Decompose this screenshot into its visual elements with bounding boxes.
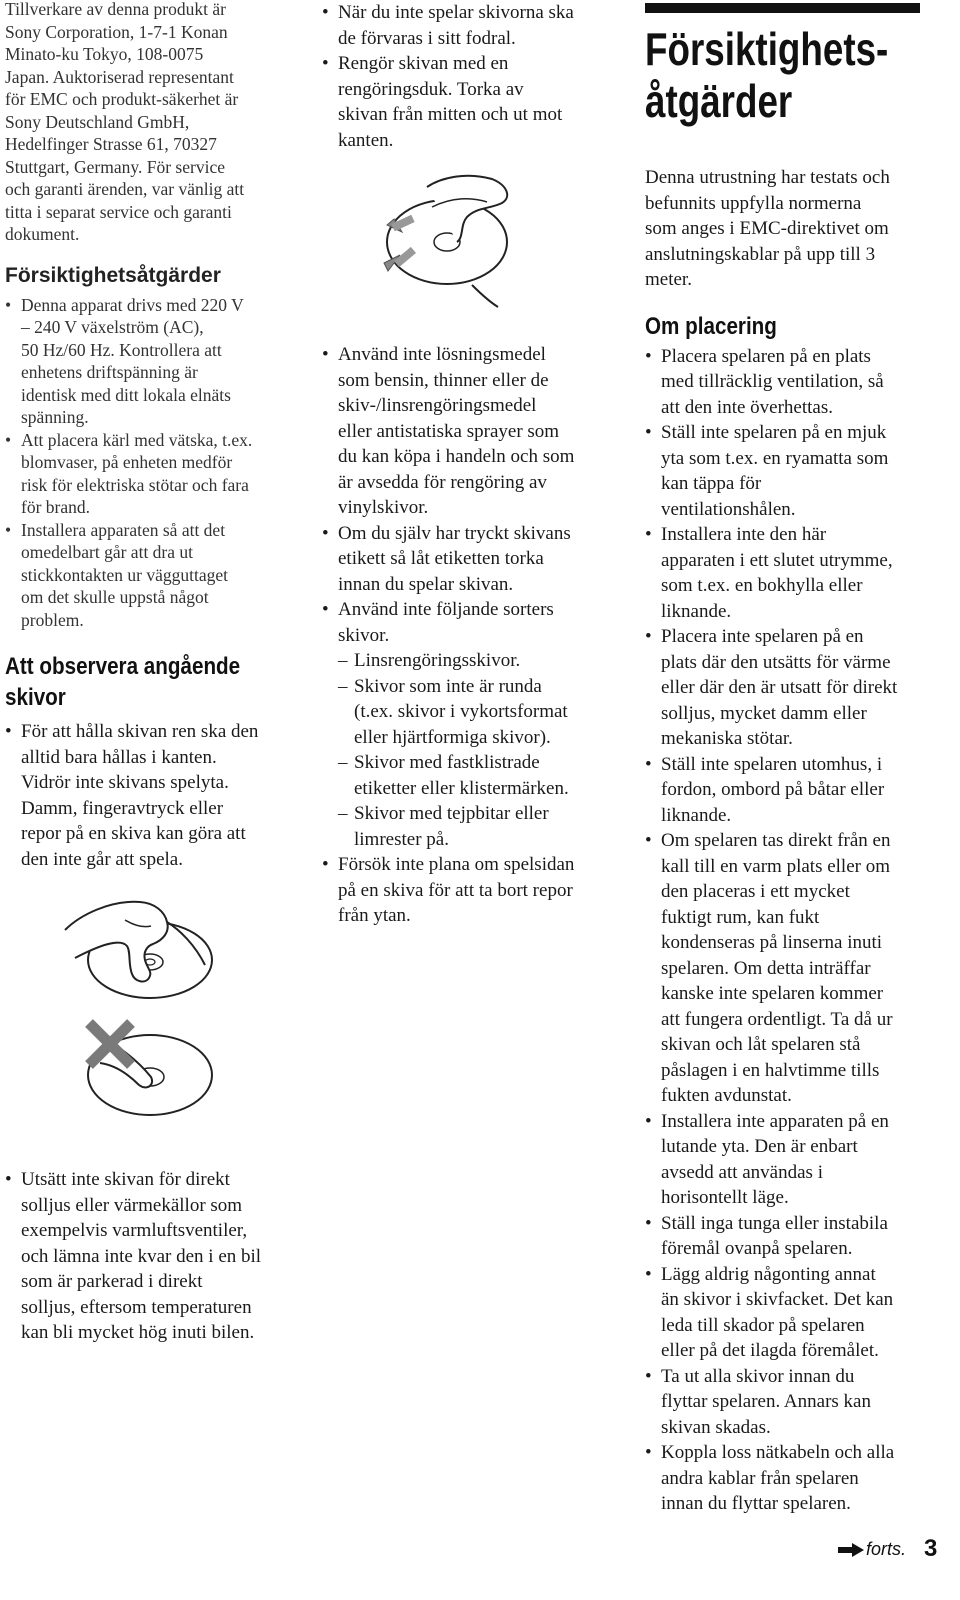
line: för brand. xyxy=(21,497,91,517)
emc-notice xyxy=(645,165,930,293)
line: identisk med ditt lokala elnäts xyxy=(21,384,231,405)
column-right xyxy=(645,0,930,1517)
line: skivan skadas. xyxy=(661,1416,771,1438)
safety-heading: Försiktighetsåtgärder xyxy=(5,263,221,287)
arrow-right-icon xyxy=(838,1543,864,1557)
line: • När du inte spelar skivorna ska xyxy=(338,2,574,23)
line: alltid bara hållas i kanten. xyxy=(21,746,217,768)
list-item xyxy=(338,674,607,751)
line: med tillräcklig ventilation, så xyxy=(661,371,884,392)
column-left xyxy=(5,0,295,1346)
line: • Använd inte lösningsmedel xyxy=(338,344,546,365)
line: som är parkerad i direkt xyxy=(21,1271,203,1292)
line: • Placera inte spelaren på en xyxy=(661,626,864,647)
page-footer xyxy=(800,1535,960,1565)
line: • Installera apparaten så att det xyxy=(21,519,226,540)
line: de förvaras i sitt fodral. xyxy=(338,27,516,49)
list-item xyxy=(338,648,607,674)
heat-warning-list xyxy=(5,1167,295,1346)
list-item xyxy=(645,420,930,522)
line: exempelvis varmluftsventiler, xyxy=(21,1220,248,1241)
section-divider xyxy=(645,3,920,13)
line: liknande. xyxy=(661,600,732,622)
list-item xyxy=(5,519,295,632)
line: anslutningskablar på upp till 3 xyxy=(645,243,876,265)
line: flyttar spelaren. Annars kan xyxy=(661,1391,871,1412)
line: solljus, eftersom temperaturen xyxy=(21,1296,252,1318)
line: leda till skador på spelaren xyxy=(661,1314,865,1336)
line: att den inte överhettas. xyxy=(661,396,833,418)
continued-label: forts. xyxy=(866,1539,907,1559)
hand-holding-disc-edge-icon xyxy=(55,890,225,1015)
line: • Installera inte apparaten på en xyxy=(661,1110,889,1132)
line: blomvaser, på enheten medför xyxy=(21,452,233,472)
line: plats där den utsätts för värme xyxy=(661,651,891,673)
list-item xyxy=(645,1440,930,1517)
list-item xyxy=(645,828,930,1109)
line: – 240 V växelström (AC), xyxy=(21,317,204,337)
line: som bensin, thinner eller de xyxy=(338,369,549,391)
list-item xyxy=(322,521,607,598)
line: Damm, fingeravtryck eller xyxy=(21,797,224,819)
line: kan bli mycket hög inuti bilen. xyxy=(21,1322,255,1343)
disc-touch-forbidden-icon xyxy=(55,1015,225,1125)
line: Denna utrustning har testats och xyxy=(645,167,890,188)
line: 50 Hz/60 Hz. Kontrollera att xyxy=(21,339,222,360)
line: enhetens driftspänning är xyxy=(21,362,198,382)
notice-line: för EMC och produkt-säkerhet är xyxy=(5,89,239,109)
line: – Skivor som inte är runda xyxy=(354,675,542,697)
line: än skivor i skivfacket. Det kan xyxy=(661,1289,894,1310)
list-item xyxy=(5,1167,295,1346)
line: om det skulle uppstå något xyxy=(21,587,209,607)
line: andra kablar från spelaren xyxy=(661,1467,859,1489)
notice-line: Sony Corporation, 1-7-1 Konan xyxy=(5,21,228,42)
line: eller hjärtformiga skivor). xyxy=(354,726,551,748)
line: ventilationshålen. xyxy=(661,498,796,520)
line: lutande yta. Den är enbart xyxy=(661,1136,858,1157)
line: föremål ovanpå spelaren. xyxy=(661,1238,853,1259)
list-item xyxy=(645,752,930,829)
line: eller på det ilagda föremålet. xyxy=(661,1340,879,1361)
line: yta som t.ex. en ryamatta som xyxy=(661,447,889,469)
list-item xyxy=(645,522,930,624)
line: liknande. xyxy=(661,804,732,826)
line: att fungera ordentligt. Ta då ur xyxy=(661,1008,893,1030)
line: • Använd inte följande sorters xyxy=(338,599,554,620)
line: • Om spelaren tas direkt från en xyxy=(661,830,891,851)
line: risk för elektriska stötar och fara xyxy=(21,474,249,495)
list-item xyxy=(5,719,295,872)
line: • Ställ inte spelaren på en mjuk xyxy=(661,422,887,443)
page-title xyxy=(645,23,930,127)
line: • Ställ inga tunga eller instabila xyxy=(661,1212,888,1234)
title-line: åtgärder xyxy=(645,75,793,127)
line: apparaten i ett slutet utrymme, xyxy=(661,549,893,571)
safety-list xyxy=(5,294,295,632)
line: och lämna inte kvar den i en bil xyxy=(21,1245,262,1267)
list-item xyxy=(322,597,607,852)
notice-line: Tillverkare av denna produkt är xyxy=(5,0,226,19)
line: rengöringsduk. Torka av xyxy=(338,78,524,100)
line: den placeras i ett mycket xyxy=(661,881,850,902)
list-item xyxy=(322,852,607,929)
line: – Skivor med tejpbitar eller xyxy=(354,803,549,824)
list-item xyxy=(322,51,607,153)
line: innan du spelar skivan. xyxy=(338,573,514,595)
line: från ytan. xyxy=(338,905,411,926)
line: solljus, mycket damm eller xyxy=(661,702,867,724)
heading-line: Att observera angående xyxy=(5,653,241,680)
line: problem. xyxy=(21,609,84,630)
list-item xyxy=(5,294,295,429)
notice-line: Stuttgart, Germany. För service xyxy=(5,156,225,177)
list-item xyxy=(645,344,930,421)
line: repor på en skiva kan göra att xyxy=(21,823,246,844)
line: skivan från mitten och ut mot xyxy=(338,104,563,125)
notice-line: och garanti ärenden, var vänlig att xyxy=(5,179,245,199)
line: som t.ex. en bokhylla eller xyxy=(661,575,863,596)
line: etiketter eller klistermärken. xyxy=(354,777,569,799)
line: • Denna apparat drivs med 220 V xyxy=(21,294,244,315)
list-item xyxy=(5,429,295,519)
line: på en skiva för att ta bort repor xyxy=(338,879,573,901)
line: • Rengör skivan med en xyxy=(338,53,509,74)
line: solljus eller värmekällor som xyxy=(21,1194,243,1216)
notice-line: Japan. Auktoriserad representant xyxy=(5,66,234,87)
notice-line: titta i separat service och garanti xyxy=(5,201,232,222)
discs-heading xyxy=(5,651,295,713)
line: spelaren. Om detta inträffar xyxy=(661,957,871,979)
notice-line: Hedelfinger Strasse 61, 70327 xyxy=(5,134,217,154)
line: vinylskivor. xyxy=(338,497,429,518)
list-item xyxy=(645,1262,930,1364)
line: spänning. xyxy=(21,407,89,427)
notice-line: Sony Deutschland GmbH, xyxy=(5,111,190,132)
disc-care-list xyxy=(322,342,607,929)
line: stickkontakten ur vägguttaget xyxy=(21,564,229,585)
line: som anges i EMC-direktivet om xyxy=(645,218,889,239)
list-item xyxy=(645,1364,930,1441)
line: kan täppa för xyxy=(661,473,762,494)
column-middle xyxy=(322,0,607,929)
notice-line: dokument. xyxy=(5,224,80,244)
line: – Skivor med fastklistrade xyxy=(354,752,540,773)
line: skiv-/linsrengöringsmedel xyxy=(338,395,537,416)
line: kanten. xyxy=(338,129,394,151)
line: fukten avdunstat. xyxy=(661,1085,792,1106)
placement-list xyxy=(645,344,930,1517)
line: etikett så låt etiketten torka xyxy=(338,548,544,569)
line: • Om du själv har tryckt skivans xyxy=(338,522,571,544)
disc-cleaning-icon xyxy=(372,167,542,312)
line: – Linsrengöringsskivor. xyxy=(354,650,521,671)
unsupported-discs-list xyxy=(338,648,607,852)
line: • Koppla loss nätkabeln och alla xyxy=(661,1442,895,1463)
line: omedelbart går att dra ut xyxy=(21,542,194,562)
line: horisontellt läge. xyxy=(661,1187,789,1208)
notice-line: Minato-ku Tokyo, 108-0075 xyxy=(5,44,204,64)
placement-heading: Om placering xyxy=(645,312,777,340)
line: fuktigt rum, kan fukt xyxy=(661,906,820,928)
line: meter. xyxy=(645,269,692,290)
line: mekaniska stötar. xyxy=(661,728,793,749)
list-item xyxy=(322,0,607,51)
storage-list xyxy=(322,0,607,153)
line: • Installera inte den här xyxy=(661,524,827,545)
list-item xyxy=(338,801,607,852)
line: kanske inte spelaren kommer xyxy=(661,983,884,1004)
line: är avsedda för rengöring av xyxy=(338,471,547,493)
line: • Lägg aldrig någonting annat xyxy=(661,1263,876,1285)
line: avsedd att användas i xyxy=(661,1161,823,1183)
line: fordon, ombord på båtar eller xyxy=(661,779,885,800)
line: påslagen i en halvtimme tills xyxy=(661,1059,880,1081)
discs-list xyxy=(5,719,295,872)
line: skivor. xyxy=(338,624,390,646)
list-item xyxy=(322,342,607,521)
list-item xyxy=(645,1109,930,1211)
heading-line: skivor xyxy=(5,684,66,711)
line: • Att placera kärl med vätska, t.ex. xyxy=(21,429,253,450)
list-item xyxy=(645,1211,930,1262)
title-line: Försiktighets- xyxy=(645,23,889,75)
list-item xyxy=(645,624,930,752)
line: • För att hålla skivan ren ska den xyxy=(21,721,259,742)
line: Vidrör inte skivans spelyta. xyxy=(21,772,229,793)
line: limrester på. xyxy=(354,828,449,850)
line: • Försök inte plana om spelsidan xyxy=(338,854,575,875)
line: • Placera spelaren på en plats xyxy=(661,345,871,367)
line: befunnits uppfylla normerna xyxy=(645,192,862,214)
list-item xyxy=(338,750,607,801)
line: (t.ex. skivor i vykortsformat xyxy=(354,701,568,722)
line: kondenseras på linserna inuti xyxy=(661,932,883,953)
line: skivan och låt spelaren stå xyxy=(661,1034,861,1055)
line: eller där den är utsatt för direkt xyxy=(661,677,898,698)
line: eller antistatiska sprayer som xyxy=(338,420,560,442)
line: kall till en varm plats eller om xyxy=(661,855,890,877)
line: den inte går att spela. xyxy=(21,848,183,870)
page-number: 3 xyxy=(924,1535,938,1562)
line: innan du flyttar spelaren. xyxy=(661,1493,851,1514)
line: • Ta ut alla skivor innan du xyxy=(661,1365,855,1387)
manufacturer-notice xyxy=(5,0,295,246)
line: du kan köpa i handeln och som xyxy=(338,446,575,467)
line: • Utsätt inte skivan för direkt xyxy=(21,1169,230,1190)
line: • Ställ inte spelaren utomhus, i xyxy=(661,753,883,775)
